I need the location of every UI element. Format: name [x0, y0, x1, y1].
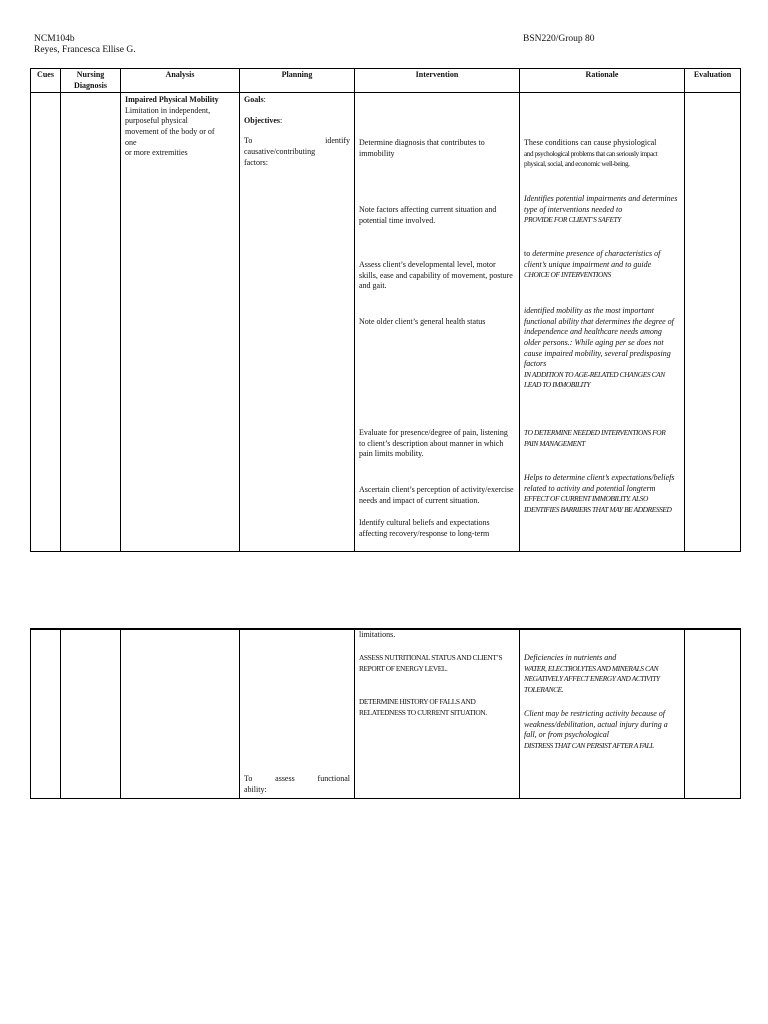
intervention-item: ASSESS NUTRITIONAL STATUS AND CLIENT’S REPORT OF ENERGY LEVEL.: [359, 653, 503, 673]
objective-line: To identify: [244, 136, 350, 146]
col-header-nursing-diagnosis: Nursing Diagnosis: [61, 69, 121, 93]
table-body-row: [31, 93, 741, 552]
cues-cell: [31, 93, 61, 552]
intervention-item: Ascertain client’s perception of activity/exercise needs and impact of current situation.: [359, 485, 514, 505]
objectives-label: Objectives:: [244, 115, 283, 125]
col-header-cues: Cues: [31, 69, 61, 93]
analysis-cell: [121, 629, 240, 798]
student-name: Reyes, Francesca Ellise G.: [34, 45, 136, 55]
intervention-item: DETERMINE HISTORY OF FALLS AND RELATEDNESS TO CURRENT SITUATION.: [359, 697, 487, 717]
rationale-item: Identifies potential impairments and determines type of interventions needed to PROVIDE FOR CLIENT’S SAFETY: [524, 194, 678, 225]
col-header-intervention: Intervention: [355, 69, 520, 93]
intervention-item: Identify cultural beliefs and expectations affecting recovery/response to long-term: [359, 518, 490, 538]
nursing-diagnosis-cell: [61, 93, 121, 552]
objective-line: ability:: [244, 784, 267, 794]
table-header-row: [31, 69, 741, 93]
intervention-item: limitations.: [359, 630, 396, 639]
cues-cell: [31, 629, 61, 798]
table-body-row: [31, 629, 741, 798]
rationale-item: Helps to determine client’s expectations/beliefs related to activity and potential longterm EFFECT OF CURRENT IMMOBILITY. ALSO IDENTIFIES BARRIERS THAT MAY BE ADDRESSED: [524, 473, 675, 514]
objective-line: factors:: [244, 157, 268, 167]
care-plan-table-page1: [30, 68, 741, 552]
intervention-item: Evaluate for presence/degree of pain, listening to client’s description about manner in which pain limits mobility.: [359, 428, 508, 459]
analysis-line: Limitation in independent,: [125, 105, 211, 115]
intervention-cell: [355, 93, 520, 552]
evaluation-cell: [685, 93, 741, 552]
analysis-line: or more extremities: [125, 148, 188, 158]
goals-label: Goals:: [244, 95, 266, 105]
col-header-rationale: Rationale: [520, 69, 685, 93]
planning-cell: [240, 93, 355, 552]
analysis-line: purposeful physical: [125, 116, 188, 126]
intervention-cell: [355, 629, 520, 798]
rationale-item: Client may be restricting activity because of weakness/debilitation, actual injury during a fall, or from psychological DISTRESS THAT CAN PERSIST AFTER A FALL: [524, 709, 668, 750]
analysis-line: movement of the body or of: [125, 126, 215, 136]
objective-line: To assess functional: [244, 774, 350, 783]
nursing-diagnosis-cell: [61, 629, 121, 798]
rationale-item: TO DETERMINE NEEDED INTERVENTIONS FOR PAIN MANAGEMENT: [524, 428, 666, 448]
objective-line: causative/contributing: [244, 146, 316, 156]
intervention-item: Note factors affecting current situation and potential time involved.: [359, 205, 497, 225]
rationale-item: identified mobility as the most important functional ability that determines the degree of independence and healthcare needs among older persons.: While aging per se does not cause impaired mobility, several predisposing factors IN ADDITION TO AGE-RELATED CHANGES CAN LEAD TO IMMOBILITY: [524, 306, 674, 390]
course-code: NCM104b: [34, 34, 75, 44]
col-header-planning: Planning: [240, 69, 355, 93]
col-header-analysis: Analysis: [121, 69, 240, 93]
document-header-left: [34, 34, 136, 56]
intervention-item: Note older client’s general health status: [359, 317, 486, 327]
rationale-cell: [520, 629, 685, 798]
evaluation-cell: [685, 629, 741, 798]
rationale-cell: [520, 93, 685, 552]
analysis-cell: [121, 93, 240, 552]
objective-block: [244, 774, 350, 795]
section-label: BSN220/Group 80: [523, 34, 595, 44]
analysis-line: one: [125, 137, 137, 147]
rationale-item: Deficiencies in nutrients and WATER, ELECTROLYTES AND MINERALS CAN NEGATIVELY AFFECT ENERGY AND ACTIVITY TOLERANCE.: [524, 653, 660, 694]
intervention-item: Determine diagnosis that contributes to immobility: [359, 138, 485, 158]
planning-cell: [240, 629, 355, 798]
rationale-item: to determine presence of characteristics of client’s unique impairment and to guide CHOICE OF INTERVENTIONS: [524, 249, 661, 280]
rationale-item: These conditions can cause physiological and psychological problems that can seriously impact physical, social, and economic well-being.: [524, 138, 658, 169]
care-plan-table-page2: [30, 628, 741, 799]
intervention-item: Assess client’s developmental level, motor skills, ease and capability of movement, posture and gait.: [359, 260, 513, 291]
analysis-title: Impaired Physical Mobility: [125, 95, 219, 105]
col-header-evaluation: Evaluation: [685, 69, 741, 93]
